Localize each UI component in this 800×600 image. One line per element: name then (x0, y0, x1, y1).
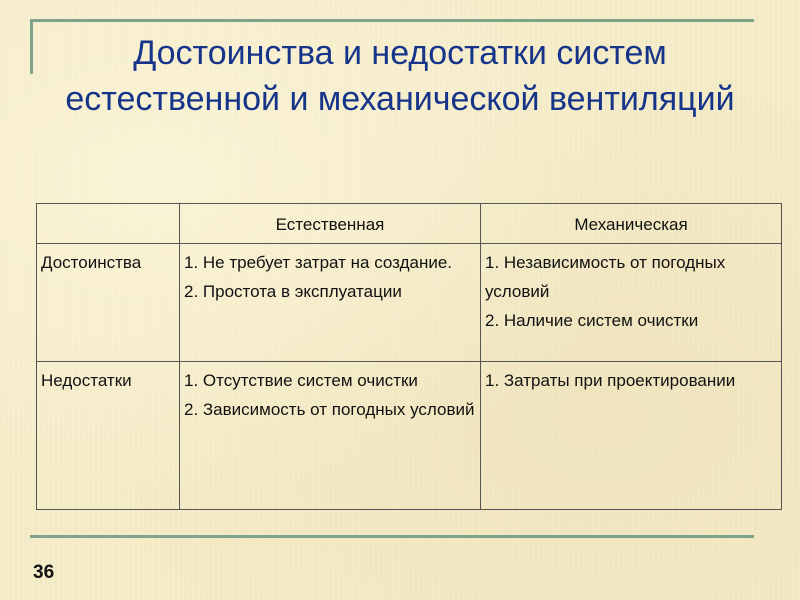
cell-line: 1. Отсутствие систем очистки (184, 371, 418, 390)
row-label-disadvantages: Недостатки (37, 362, 180, 510)
row-label-advantages: Достоинства (37, 244, 180, 362)
cell-line: 2. Простота в эксплуатации (184, 282, 402, 301)
page-number: 36 (33, 562, 55, 583)
cell-advantages-natural (180, 244, 481, 362)
header-natural: Естественная (180, 204, 481, 244)
top-rule-horizontal (30, 19, 754, 22)
cell-line: 1. Не требует затрат на создание. (184, 253, 453, 272)
cell-disadvantages-mechanical (481, 362, 782, 510)
bottom-rule (30, 535, 754, 538)
top-rule-vertical (30, 19, 33, 74)
slide-title: Достоинства и недостатки систем естественной и механической вентиляций (65, 34, 735, 118)
header-mechanical: Механическая (481, 204, 782, 244)
table-row-advantages (37, 244, 782, 362)
comparison-table (36, 203, 782, 510)
cell-line: 2. Наличие систем очистки (485, 311, 699, 330)
cell-line: 1. Независимость от погодных условий (485, 253, 726, 301)
table-row-disadvantages (37, 362, 782, 510)
table-header-row (37, 204, 782, 244)
cell-advantages-mechanical (481, 244, 782, 362)
cell-line: 1. Затраты при проектировании (485, 371, 736, 390)
header-empty-cell (37, 204, 180, 244)
cell-disadvantages-natural (180, 362, 481, 510)
cell-line: 2. Зависимость от погодных условий (184, 400, 475, 419)
